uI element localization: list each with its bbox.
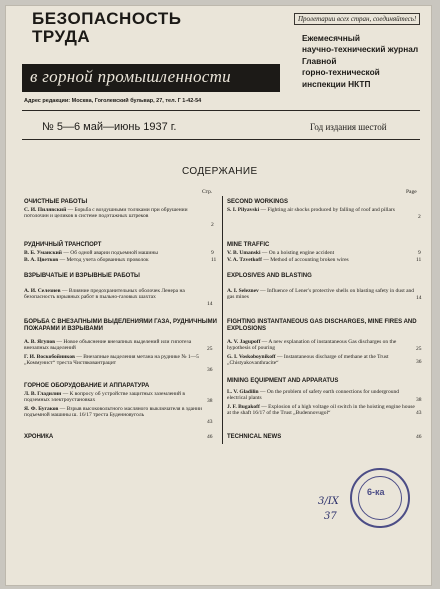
toc-entry-title: — Об одной аварии подъемной машины <box>63 250 158 256</box>
toc-author: А. И. Селезнев <box>24 288 61 294</box>
journal-title-line2: ТРУДА <box>32 27 91 46</box>
toc-entry <box>24 406 212 419</box>
publisher-info-line: Ежемесячный <box>302 33 360 43</box>
toc-author: А. В. Ягупов <box>24 339 56 345</box>
toc-section-title: MINING EQUIPMENT AND APPARATUS <box>227 378 339 384</box>
toc-author: Я. Ф. Бугаков <box>24 406 59 412</box>
toc-entry <box>227 257 415 263</box>
toc-entry-title: — К вопросу об устройстве защитных заземлений в подземных электроустановках <box>24 391 185 404</box>
toc-entry <box>227 354 415 367</box>
toc-entry <box>24 288 212 301</box>
toc-section-title: FIGHTING INSTANTANEOUS GAS DISCHARGES, MINE FIRES AND EXPLOSIONS <box>227 319 417 332</box>
slogan-box: Пролетарии всех стран, соединяйтесь! <box>294 13 420 25</box>
publisher-info-line: инспекции НКТП <box>302 78 371 89</box>
toc-page-number: 2 <box>418 214 421 220</box>
toc-entry-title: — Influence of Lener's protective shells on blasting safety in dust and gas mines <box>227 288 415 301</box>
toc-author: Г. И. Воскобойников <box>24 354 75 360</box>
toc-entry-title: — Новое объяснение внезапных выделений или гипотеза внезапных выделений <box>24 339 192 352</box>
divider-line <box>22 139 420 140</box>
toc-entry-title: — Взрыв высоковольтного масляного выключателя в здании подъемной машины ш. 16/17 треста Буденновуголь <box>24 406 202 419</box>
toc-entry <box>227 250 415 256</box>
page-label-en: Page <box>406 189 417 195</box>
handwritten-year: 37 <box>324 511 337 522</box>
toc-entry-title: — On the problem of safety earth connections for underground electrical plants <box>227 389 400 402</box>
toc-author: J. F. Bugakoff <box>227 404 260 410</box>
toc-entry-title: — Method of accounting broken wires <box>263 257 349 263</box>
toc-section-title: БОРЬБА С ВНЕЗАПНЫМИ ВЫДЕЛЕНИЯМИ ГАЗА, РУДНИЧНЫМИ ПОЖАРАМИ И ВЗРЫВАМИ <box>24 319 217 332</box>
toc-entry-title: — On a hoisting engine accident <box>261 250 335 256</box>
publisher-info <box>302 33 432 90</box>
toc-author: L. V. Gladilin <box>227 389 259 395</box>
toc-entry-title: — Борьба с воздушными толчками при обрушении потолочин и целиков в системе подэтажных штреков <box>24 207 188 220</box>
column-divider <box>222 196 223 444</box>
toc-entry <box>24 354 212 367</box>
toc-author: V. B. Umanski <box>227 250 261 256</box>
toc-entry <box>24 250 212 256</box>
issue-number: № 5—6 май—июнь 1937 г. <box>42 121 177 133</box>
library-stamp-inner-ring <box>358 476 402 520</box>
library-stamp-text: 6-ка <box>367 487 385 497</box>
toc-entry-title: — A new explanation of instantaneous Gas discharges on the hypothesis of pouring <box>227 339 397 352</box>
toc-entry <box>227 288 415 301</box>
toc-page-number: 14 <box>207 301 213 307</box>
toc-entry-title: — Explosion of a high voltage oil switch in the hoisting engine house at the shaft 16/17 of the Trust „Budennovugol“ <box>227 404 415 417</box>
toc-page-number: 43 <box>207 419 213 425</box>
journal-title-line1: БЕЗОПАСНОСТЬ <box>32 9 182 28</box>
toc-section-title: MINE TRAFFIC <box>227 242 270 248</box>
toc-entry-title: — Влияние предохранительных оболочек Ленера на безопасность взрывных работ в пыльно-газовых шахтах <box>24 288 185 301</box>
toc-entry-title: — Fighting air shocks produced by falling of roof and pillars <box>260 207 395 213</box>
toc-author: A. I. Seleznev <box>227 288 259 294</box>
toc-entry <box>24 257 212 263</box>
toc-author: С. И. Пилявский <box>24 207 67 213</box>
toc-entry <box>227 404 415 417</box>
toc-page-number: 38 <box>207 398 213 404</box>
toc-section-title: ВЗРЫВЧАТЫЕ И ВЗРЫВНЫЕ РАБОТЫ <box>24 273 140 279</box>
toc-author: V. A. Tzvetkoff <box>227 257 262 263</box>
toc-author: Л. В. Гладилин <box>24 391 62 397</box>
toc-page-number: 25 <box>416 346 422 352</box>
toc-author: A. V. Jagupoff <box>227 339 261 345</box>
toc-page-number: 2 <box>211 222 214 228</box>
toc-author: S. I. Pilyavski <box>227 207 260 213</box>
toc-entry-title: — Метод учета оборванных проволок <box>59 257 149 263</box>
toc-section-title: TECHNICAL NEWS <box>227 434 282 440</box>
toc-section-title: EXPLOSIVES AND BLASTING <box>227 273 312 279</box>
divider-line <box>22 110 420 111</box>
toc-page-number: 43 <box>416 410 422 416</box>
toc-section-title: SECOND WORKINGS <box>227 199 289 205</box>
toc-entry <box>24 207 212 220</box>
toc-entry <box>24 391 212 404</box>
toc-page-number: 36 <box>207 367 213 373</box>
page-label-ru: Стр. <box>202 189 213 195</box>
toc-entry <box>24 339 212 352</box>
toc-page-number: 38 <box>416 397 422 403</box>
publication-year: Год издания шестой <box>310 122 387 132</box>
publisher-info-line: горно-технической <box>302 67 380 78</box>
toc-page-number: 46 <box>416 434 422 440</box>
toc-page-number: 36 <box>416 359 422 365</box>
toc-author: В. А. Цветков <box>24 257 59 263</box>
journal-subtitle-banner: в горной промышленности <box>22 64 280 92</box>
toc-page-number: 46 <box>207 434 213 440</box>
toc-author: В. Б. Уманский <box>24 250 62 256</box>
toc-entry <box>227 339 415 352</box>
toc-section-title: ОЧИСТНЫЕ РАБОТЫ <box>24 199 88 205</box>
toc-page-number: 25 <box>207 346 213 352</box>
publisher-info-line: научно-технический журнал <box>302 44 419 55</box>
toc-page-number: 9 <box>418 250 421 256</box>
toc-entry-title: — Instantaneous discharge of methane at the Trust „Chistyakovanthracite“ <box>227 354 389 367</box>
handwritten-date: 3/IX <box>318 496 339 507</box>
publisher-info-line: Главной <box>302 55 337 66</box>
toc-page-number: 14 <box>416 295 422 301</box>
journal-page <box>5 5 432 586</box>
editorial-address: Адрес редакции: Москва, Гоголевский бульвар, 27, тел. Г 1-42-54 <box>24 98 202 104</box>
toc-entry-title: — Внезапные выделения метана на руднике № 1—5 „Коммунист“ треста Чистяковантрацит <box>24 354 199 367</box>
toc-heading: СОДЕРЖАНИЕ <box>182 166 258 177</box>
toc-page-number: 9 <box>211 250 214 256</box>
toc-section-title: ХРОНИКА <box>24 434 54 440</box>
toc-section-title: ГОРНОЕ ОБОРУДОВАНИЕ И АППАРАТУРА <box>24 383 150 389</box>
toc-section-title: РУДНИЧНЫЙ ТРАНСПОРТ <box>24 242 102 248</box>
toc-page-number: 11 <box>416 257 422 263</box>
toc-entry <box>227 207 415 213</box>
toc-page-number: 11 <box>211 257 217 263</box>
toc-author: G. I. Voskoboynikoff <box>227 354 276 360</box>
toc-entry <box>227 389 415 402</box>
